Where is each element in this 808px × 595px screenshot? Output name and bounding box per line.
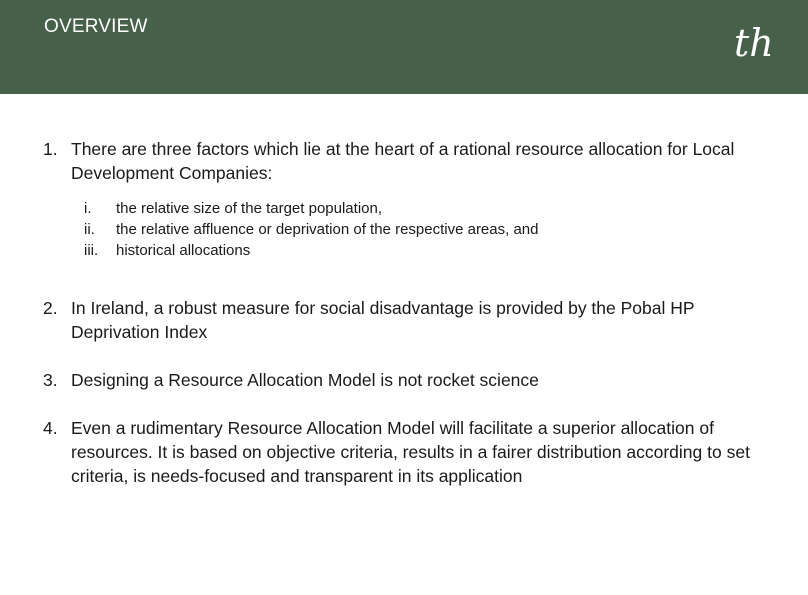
sub-list [80,198,680,261]
sub-item-numeral: iii. [84,242,99,259]
point-4 [43,416,773,488]
point-text: Designing a Resource Allocation Model is not rocket science [71,370,539,390]
sub-item-numeral: ii. [84,221,95,238]
point-text: In Ireland, a robust measure for social disadvantage is provided by the Pobal HP Deprivation Index [71,298,695,342]
sub-item-text: the relative size of the target population, [116,200,383,217]
point-number: 4. [43,418,58,438]
sub-item-numeral: i. [84,200,92,217]
sub-item-text: historical allocations [116,242,251,259]
logo-text: th [734,21,774,65]
sub-item-text: the relative affluence or deprivation of the respective areas, and [116,221,539,238]
point-3 [43,368,773,392]
sub-item [80,198,680,219]
point-number: 3. [43,370,58,390]
slide-title: OVERVIEW [44,16,148,37]
point-1 [43,137,773,185]
point-text: Even a rudimentary Resource Allocation Model will facilitate a superior allocation of resources. It is based on objective criteria, results in a fairer distribution according to set criteria, is needs-focused and transparent in its application [71,418,750,486]
sub-item [80,219,680,240]
point-text: There are three factors which lie at the heart of a rational resource allocation for Local Development Companies: [71,139,735,183]
point-number: 1. [43,139,58,159]
point-2 [43,296,773,344]
point-number: 2. [43,298,58,318]
sub-item [80,240,680,261]
